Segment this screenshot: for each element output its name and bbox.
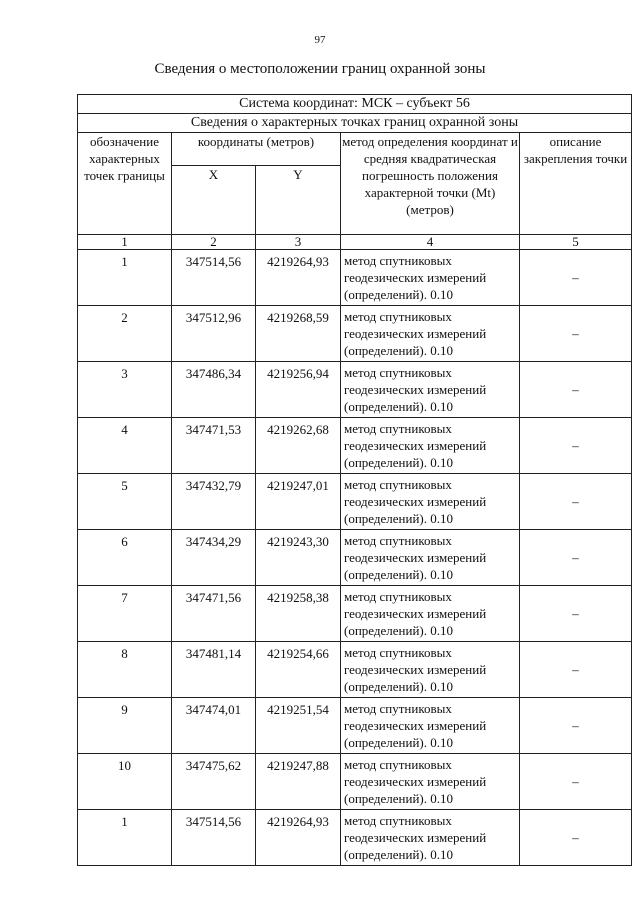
- column-number: 5: [520, 235, 632, 250]
- method-cell: метод спутниковых геодезических измерений (определений). 0.10: [341, 418, 520, 474]
- y-coordinate-cell: 4219258,38: [256, 586, 341, 642]
- table-row: [78, 474, 632, 530]
- y-coordinate-cell: 4219264,93: [256, 810, 341, 866]
- method-cell: метод спутниковых геодезических измерений (определений). 0.10: [341, 530, 520, 586]
- table-row: [78, 362, 632, 418]
- x-coordinate-cell: 347514,56: [172, 250, 256, 306]
- header-y: Y: [256, 166, 341, 235]
- description-cell: –: [520, 698, 632, 754]
- description-cell: –: [520, 474, 632, 530]
- section-title-cell: Сведения о характерных точках границ охранной зоны: [78, 114, 632, 133]
- point-id-cell: 4: [78, 418, 172, 474]
- method-cell: метод спутниковых геодезических измерений (определений). 0.10: [341, 586, 520, 642]
- x-coordinate-cell: 347432,79: [172, 474, 256, 530]
- y-coordinate-cell: 4219268,59: [256, 306, 341, 362]
- description-cell: –: [520, 586, 632, 642]
- table-row: [78, 698, 632, 754]
- table-row: [78, 754, 632, 810]
- table-row: [78, 642, 632, 698]
- point-id-cell: 2: [78, 306, 172, 362]
- description-cell: –: [520, 810, 632, 866]
- section-title-row: [78, 114, 632, 133]
- description-cell: –: [520, 250, 632, 306]
- header-x: X: [172, 166, 256, 235]
- x-coordinate-cell: 347471,56: [172, 586, 256, 642]
- column-number: 1: [78, 235, 172, 250]
- table-row: [78, 586, 632, 642]
- method-cell: метод спутниковых геодезических измерений (определений). 0.10: [341, 754, 520, 810]
- point-id-cell: 8: [78, 642, 172, 698]
- table-row: [78, 306, 632, 362]
- point-id-cell: 5: [78, 474, 172, 530]
- x-coordinate-cell: 347475,62: [172, 754, 256, 810]
- y-coordinate-cell: 4219262,68: [256, 418, 341, 474]
- y-coordinate-cell: 4219256,94: [256, 362, 341, 418]
- description-cell: –: [520, 754, 632, 810]
- document-title: Сведения о местоположении границ охранной зоны: [154, 61, 486, 77]
- point-id-cell: 10: [78, 754, 172, 810]
- point-id-cell: 6: [78, 530, 172, 586]
- point-id-cell: 9: [78, 698, 172, 754]
- x-coordinate-cell: 347471,53: [172, 418, 256, 474]
- method-cell: метод спутниковых геодезических измерений (определений). 0.10: [341, 698, 520, 754]
- header-row: [78, 133, 632, 166]
- header-coordinates: координаты (метров): [172, 133, 341, 166]
- method-cell: метод спутниковых геодезических измерений (определений). 0.10: [341, 250, 520, 306]
- header-method: метод определения координат и средняя квадратическая погрешность положения характерной точки (Mt) (метров): [341, 133, 520, 235]
- table-row: [78, 810, 632, 866]
- y-coordinate-cell: 4219243,30: [256, 530, 341, 586]
- x-coordinate-cell: 347434,29: [172, 530, 256, 586]
- y-coordinate-cell: 4219251,54: [256, 698, 341, 754]
- x-coordinate-cell: 347481,14: [172, 642, 256, 698]
- description-cell: –: [520, 362, 632, 418]
- x-coordinate-cell: 347512,96: [172, 306, 256, 362]
- column-number-row: [78, 235, 632, 250]
- x-coordinate-cell: 347514,56: [172, 810, 256, 866]
- page-number: 97: [314, 34, 326, 46]
- table-row: [78, 418, 632, 474]
- point-id-cell: 1: [78, 810, 172, 866]
- x-coordinate-cell: 347486,34: [172, 362, 256, 418]
- boundary-points-table: [77, 94, 632, 866]
- coordinate-system-row: [78, 95, 632, 114]
- table-row: [78, 250, 632, 306]
- method-cell: метод спутниковых геодезических измерений (определений). 0.10: [341, 474, 520, 530]
- header-point-id: обозначение характерных точек границы: [78, 133, 172, 235]
- method-cell: метод спутниковых геодезических измерений (определений). 0.10: [341, 306, 520, 362]
- description-cell: –: [520, 642, 632, 698]
- method-cell: метод спутниковых геодезических измерений (определений). 0.10: [341, 642, 520, 698]
- table-row: [78, 530, 632, 586]
- y-coordinate-cell: 4219247,88: [256, 754, 341, 810]
- y-coordinate-cell: 4219247,01: [256, 474, 341, 530]
- method-cell: метод спутниковых геодезических измерений (определений). 0.10: [341, 362, 520, 418]
- x-coordinate-cell: 347474,01: [172, 698, 256, 754]
- y-coordinate-cell: 4219264,93: [256, 250, 341, 306]
- point-id-cell: 7: [78, 586, 172, 642]
- y-coordinate-cell: 4219254,66: [256, 642, 341, 698]
- column-number: 2: [172, 235, 256, 250]
- description-cell: –: [520, 530, 632, 586]
- column-number: 4: [341, 235, 520, 250]
- method-cell: метод спутниковых геодезических измерений (определений). 0.10: [341, 810, 520, 866]
- point-id-cell: 3: [78, 362, 172, 418]
- point-id-cell: 1: [78, 250, 172, 306]
- header-description: описание закрепления точки: [520, 133, 632, 235]
- coordinate-system-cell: Система координат: МСК – субъект 56: [78, 95, 632, 114]
- column-number: 3: [256, 235, 341, 250]
- description-cell: –: [520, 306, 632, 362]
- description-cell: –: [520, 418, 632, 474]
